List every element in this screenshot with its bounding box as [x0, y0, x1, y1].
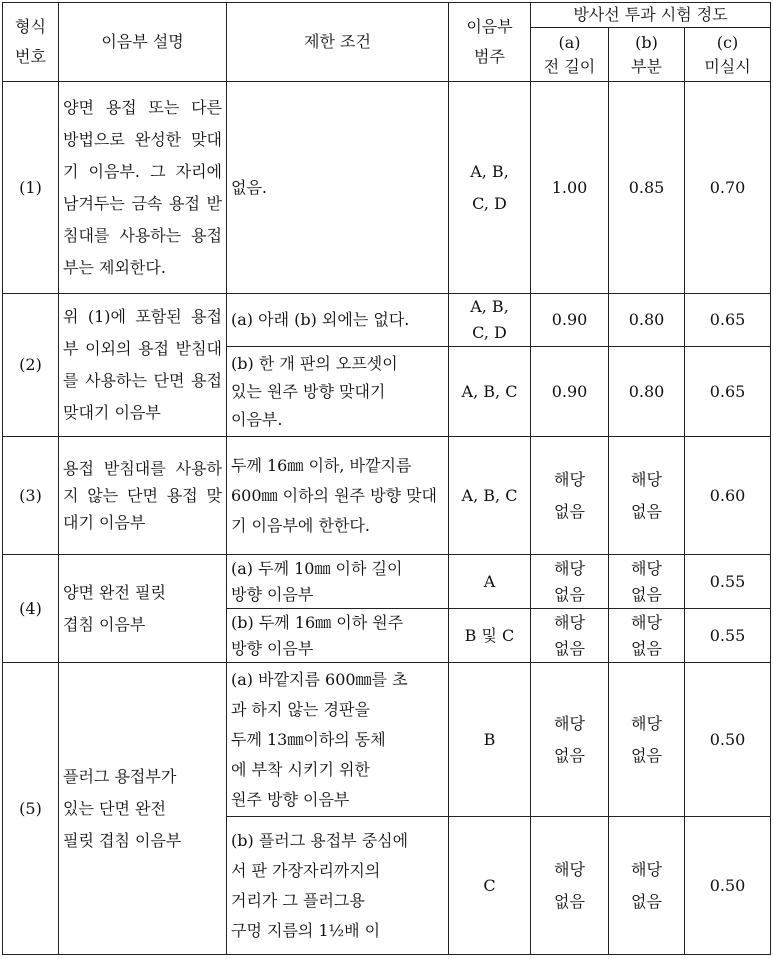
- efficiency-c: 0.65: [685, 347, 771, 437]
- table-row: [3, 555, 771, 609]
- category-cell: B: [449, 663, 531, 817]
- header-rt-degree: 방사선 투과 시험 정도: [531, 3, 771, 28]
- col-c-name: 미실시: [704, 56, 751, 76]
- efficiency-a: 해당 없음: [531, 663, 609, 817]
- joint-description: 플러그 용접부가 있는 단면 완전 필릿 겹침 이음부: [59, 663, 227, 955]
- limitation-cell: (a) 바깥지름 600㎜를 초 과 하지 않는 경판을 두께 13㎜이하의 동체 에 부착 시키기 위한 원주 방향 이음부: [227, 663, 449, 817]
- efficiency-b: 해당 없음: [609, 437, 685, 555]
- efficiency-b: 해당 없음: [609, 609, 685, 663]
- limitation-cell: (a) 두께 10㎜ 이하 길이 방향 이음부: [227, 555, 449, 609]
- efficiency-a: 해당 없음: [531, 817, 609, 955]
- header-col-c: [685, 28, 771, 82]
- col-b-name: 부분: [631, 56, 662, 76]
- col-a-name: 전 길이: [543, 56, 596, 76]
- col-a-label: (a): [558, 32, 581, 52]
- type-number: (3): [3, 437, 59, 555]
- type-number: (4): [3, 555, 59, 663]
- table-row: [3, 437, 771, 555]
- type-number: (2): [3, 294, 59, 437]
- table-row: [3, 294, 771, 347]
- efficiency-b: 해당 없음: [609, 817, 685, 955]
- category-cell: A, B, C, D: [449, 82, 531, 294]
- limitation-cell: (b) 한 개 판의 오프셋이 있는 원주 방향 맞대기 이음부.: [227, 347, 449, 437]
- efficiency-a: 1.00: [531, 82, 609, 294]
- efficiency-b: 0.85: [609, 82, 685, 294]
- weld-joint-efficiency-table: [2, 2, 771, 955]
- header-row-1: [3, 3, 771, 28]
- type-number: (5): [3, 663, 59, 955]
- efficiency-b: 해당 없음: [609, 555, 685, 609]
- header-category: 이음부 범주: [449, 3, 531, 82]
- efficiency-a: 0.90: [531, 294, 609, 347]
- table-row: [3, 82, 771, 294]
- type-number: (1): [3, 82, 59, 294]
- efficiency-c: 0.55: [685, 555, 771, 609]
- header-col-a: [531, 28, 609, 82]
- efficiency-c: 0.50: [685, 663, 771, 817]
- header-col-b: [609, 28, 685, 82]
- efficiency-b: 해당 없음: [609, 663, 685, 817]
- efficiency-b: 0.80: [609, 347, 685, 437]
- table-row: [3, 663, 771, 817]
- efficiency-c: 0.70: [685, 82, 771, 294]
- col-c-label: (c): [716, 32, 739, 52]
- efficiency-b: 0.80: [609, 294, 685, 347]
- efficiency-a: 해당 없음: [531, 437, 609, 555]
- efficiency-c: 0.60: [685, 437, 771, 555]
- joint-description: 양면 완전 필릿 겹침 이음부: [59, 555, 227, 663]
- category-cell: C: [449, 817, 531, 955]
- category-cell: A, B, C: [449, 347, 531, 437]
- efficiency-c: 0.50: [685, 817, 771, 955]
- efficiency-a: 0.90: [531, 347, 609, 437]
- efficiency-a: 해당 없음: [531, 609, 609, 663]
- joint-description: 위 (1)에 포함된 용접부 이외의 용접 받침대를 사용하는 단면 용접 맞대기 이음부: [59, 294, 227, 437]
- joint-description: 양면 용접 또는 다른 방법으로 완성한 맞대기 이음부. 그 자리에 남겨두는 금속 용접 받침대를 사용하는 용접부는 제외한다.: [59, 82, 227, 294]
- header-description: 이음부 설명: [59, 3, 227, 82]
- category-cell: B 및 C: [449, 609, 531, 663]
- header-type-number: 형식 번호: [3, 3, 59, 82]
- limitation-cell: 두께 16㎜ 이하, 바깥지름 600㎜ 이하의 원주 방향 맞대기 이음부에 한한다.: [227, 437, 449, 555]
- limitation-cell: (b) 두께 16㎜ 이하 원주 방향 이음부: [227, 609, 449, 663]
- category-cell: A, B, C, D: [449, 294, 531, 347]
- limitation-cell: (a) 아래 (b) 외에는 없다.: [227, 294, 449, 347]
- header-limitation: 제한 조건: [227, 3, 449, 82]
- category-cell: A, B, C: [449, 437, 531, 555]
- limitation-cell: 없음.: [227, 82, 449, 294]
- col-b-label: (b): [635, 32, 658, 52]
- efficiency-c: 0.65: [685, 294, 771, 347]
- efficiency-a: 해당 없음: [531, 555, 609, 609]
- limitation-cell: (b) 플러그 용접부 중심에 서 판 가장자리까지의 거리가 그 플러그용 구멍 지름의 1½배 이: [227, 817, 449, 955]
- joint-description: 용접 받침대를 사용하지 않는 단면 용접 맞대기 이음부: [59, 437, 227, 555]
- efficiency-c: 0.55: [685, 609, 771, 663]
- category-cell: A: [449, 555, 531, 609]
